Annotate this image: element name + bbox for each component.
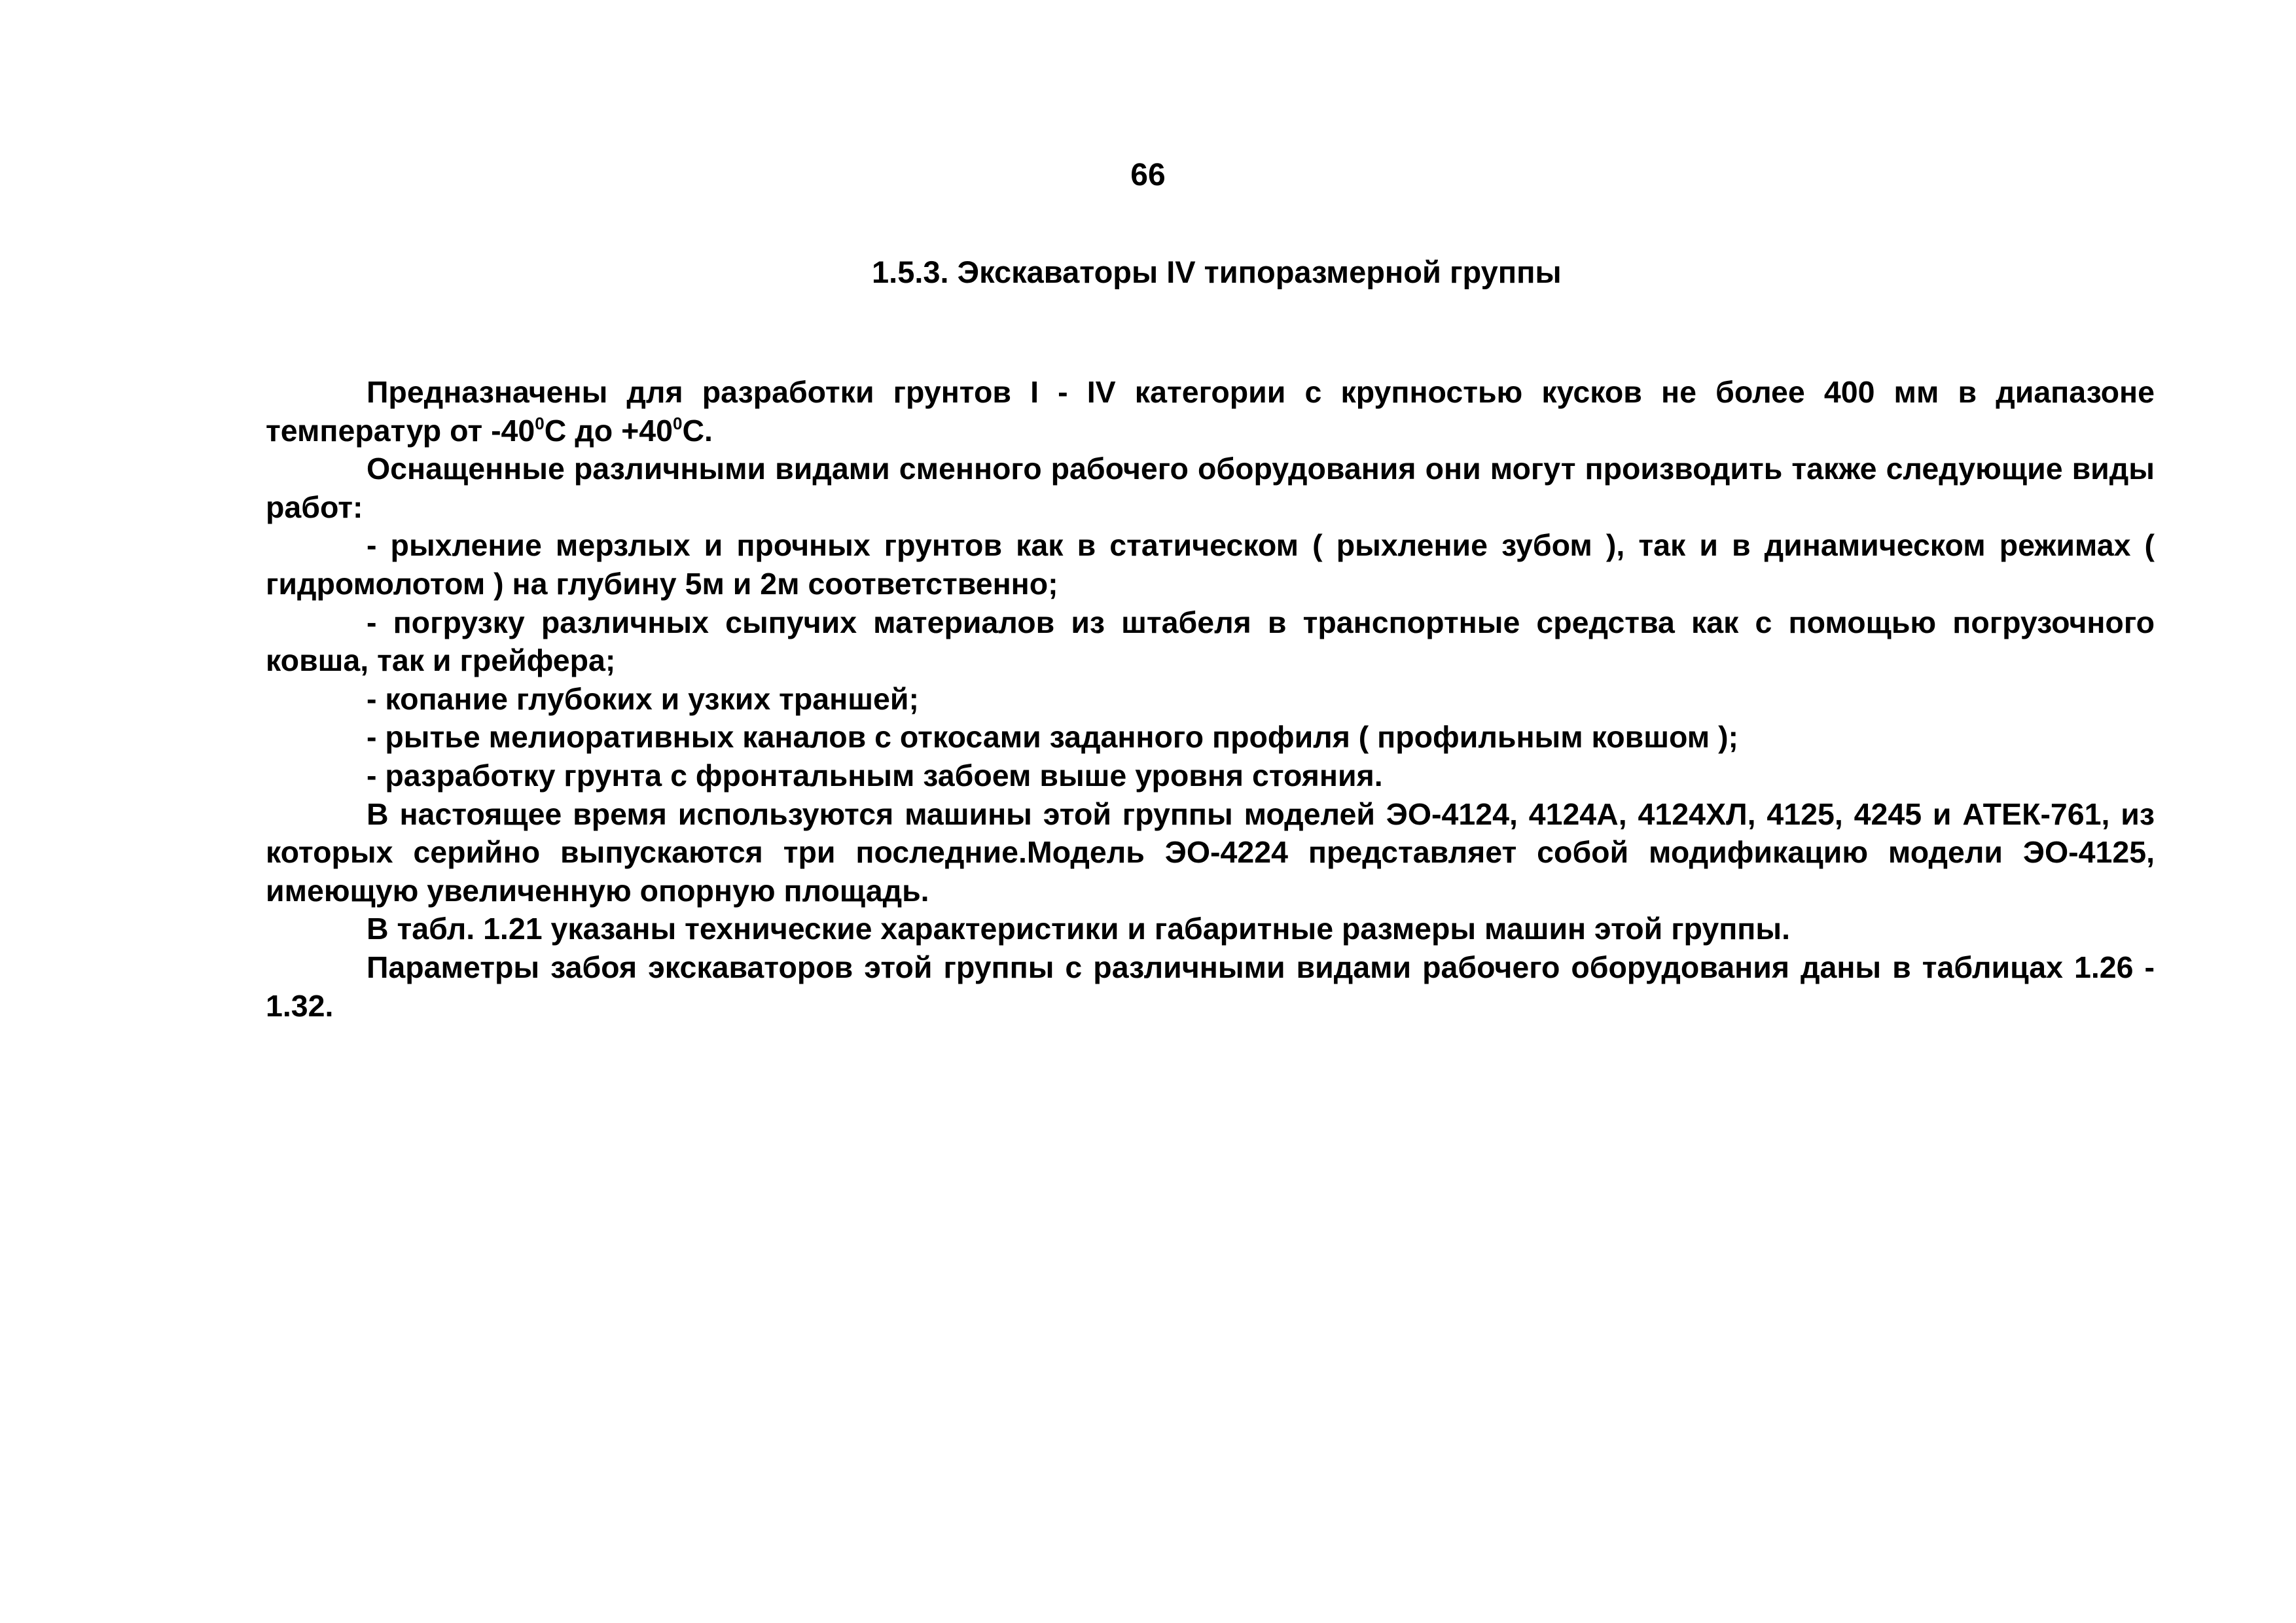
intro-text-3: С.	[682, 413, 713, 448]
parameters-paragraph: Параметры забоя экскаваторов этой группы с различными видами рабочего оборудования даны в таблицах 1.26 - 1.32.	[266, 950, 2155, 1023]
table-reference-paragraph: В табл. 1.21 указаны технические характеристики и габаритные размеры машин этой группы.	[367, 912, 1791, 946]
intro-text-2: С до +40	[544, 413, 673, 448]
list-item: - погрузку различных сыпучих материалов из штабеля в транспортные средства как с помощью погрузочного ковша, так и грейфера;	[266, 605, 2155, 678]
degree-superscript-2: 0	[672, 413, 683, 433]
list-item: - рыхление мерзлых и прочных грунтов как в статическом ( рыхление зубом ), так и в динамическом режимах ( гидромолотом ) на глубину 5м и 2м соответственно;	[266, 528, 2155, 601]
list-item: - разработку грунта с фронтальным забоем выше уровня стояния.	[367, 758, 1383, 793]
list-item: - копание глубоких и узких траншей;	[367, 681, 919, 716]
section-title: 1.5.3. Экскаваторы IV типоразмерной группы	[872, 255, 1562, 289]
degree-superscript-1: 0	[535, 413, 545, 433]
models-paragraph: В настоящее время используются машины этой группы моделей ЭО-4124, 4124А, 4124ХЛ, 4125, 4245 и АТЕК-761, из которых серийно выпускаются три последние.Модель ЭО-4224 представляет собой модификацию модели ЭО-4125, имеющую увеличенную опорную площадь.	[266, 796, 2155, 908]
intro-text-1: Предназначены для разработки грунтов I - IV категории с крупностью кусков не более 400 мм в диапазоне температур от -40	[266, 375, 2155, 448]
page-number: 66	[1130, 158, 1166, 192]
intro-paragraph	[266, 373, 2155, 450]
list-item: - рытье мелиоративных каналов с откосами заданного профиля ( профильным ковшом );	[367, 720, 1739, 755]
equipment-paragraph: Оснащенные различными видами сменного рабочего оборудования они могут производить также следующие виды работ:	[266, 452, 2155, 524]
body-text	[266, 373, 2155, 1025]
